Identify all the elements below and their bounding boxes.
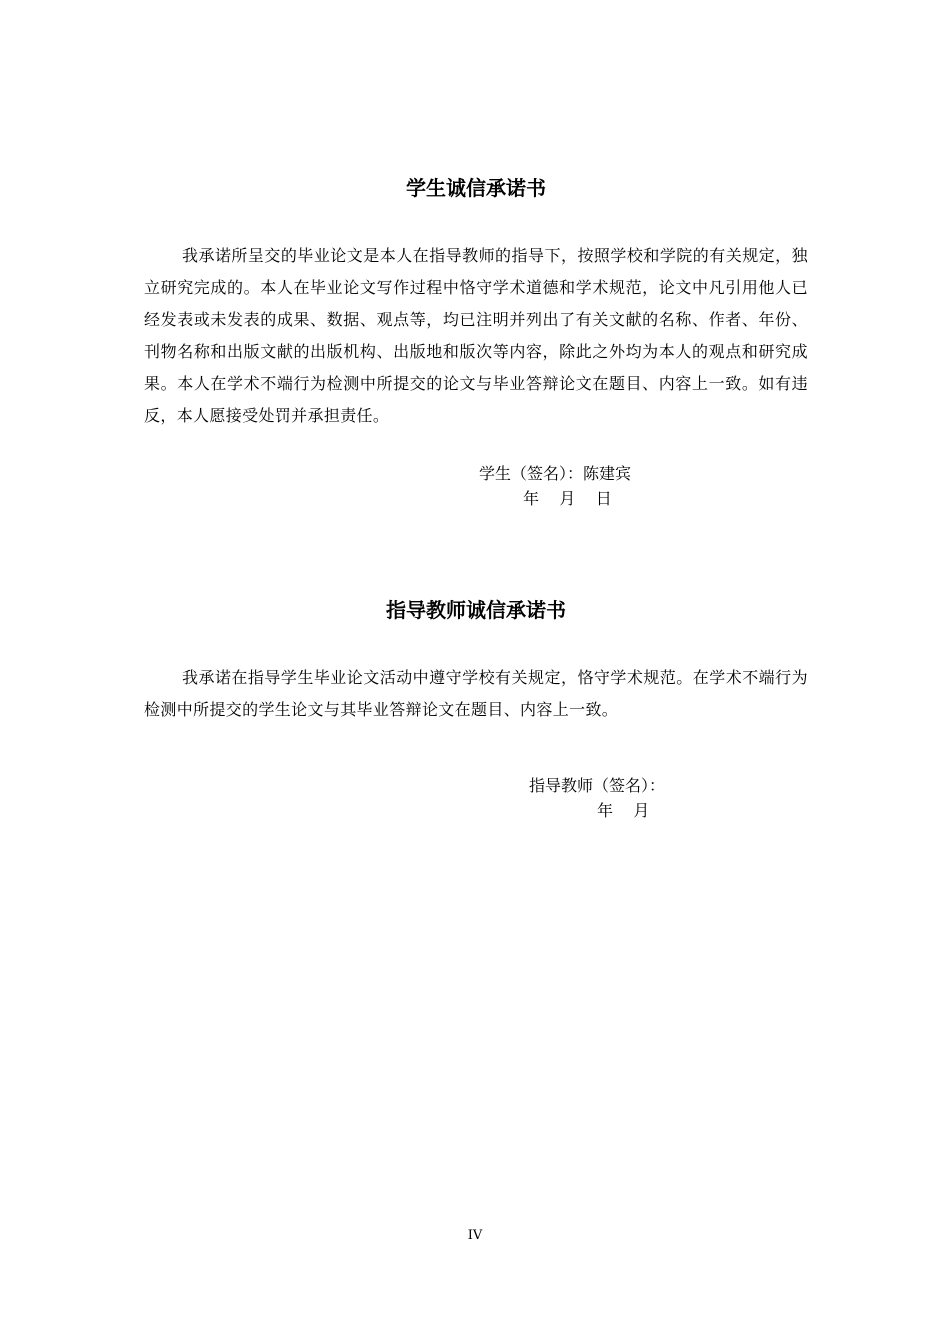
student-pledge-title: 学生诚信承诺书 — [406, 176, 546, 200]
student-signature-line — [479, 462, 631, 486]
student-date-line: 年 月 日 — [523, 489, 612, 508]
advisor-pledge-section — [144, 596, 808, 726]
advisor-pledge-body: 我承诺在指导学生毕业论文活动中遵守学校有关规定，恪守学术规范。在学术不端行为检测中所提交的学生论文与其毕业答辩论文在题目、内容上一致。 — [144, 668, 808, 719]
student-signature-name: 陈建宾 — [583, 464, 632, 483]
student-pledge-body: 我承诺所呈交的毕业论文是本人在指导教师的指导下，按照学校和学院的有关规定，独立研究完成的。本人在毕业论文写作过程中恪守学术道德和学术规范，论文中凡引用他人已经发表或未发表的成果、数据、观点等，均已注明并列出了有关文献的名称、作者、年份、刊物名称和出版文献的出版机构、出版地和版次等内容，除此之外均为本人的观点和研究成果。本人在学术不端行为检测中所提交的论文与毕业答辩论文在题目、内容上一致。如有违反，本人愿接受处罚并承担责任。 — [144, 246, 808, 425]
page-number: IV — [467, 1228, 483, 1243]
student-pledge-section — [144, 174, 808, 432]
advisor-signature-line: 指导教师（签名）： — [529, 776, 666, 795]
advisor-date-line: 年 月 — [597, 801, 650, 820]
student-signature-label: 学生（签名）： — [479, 464, 584, 483]
advisor-pledge-title: 指导教师诚信承诺书 — [386, 598, 566, 622]
